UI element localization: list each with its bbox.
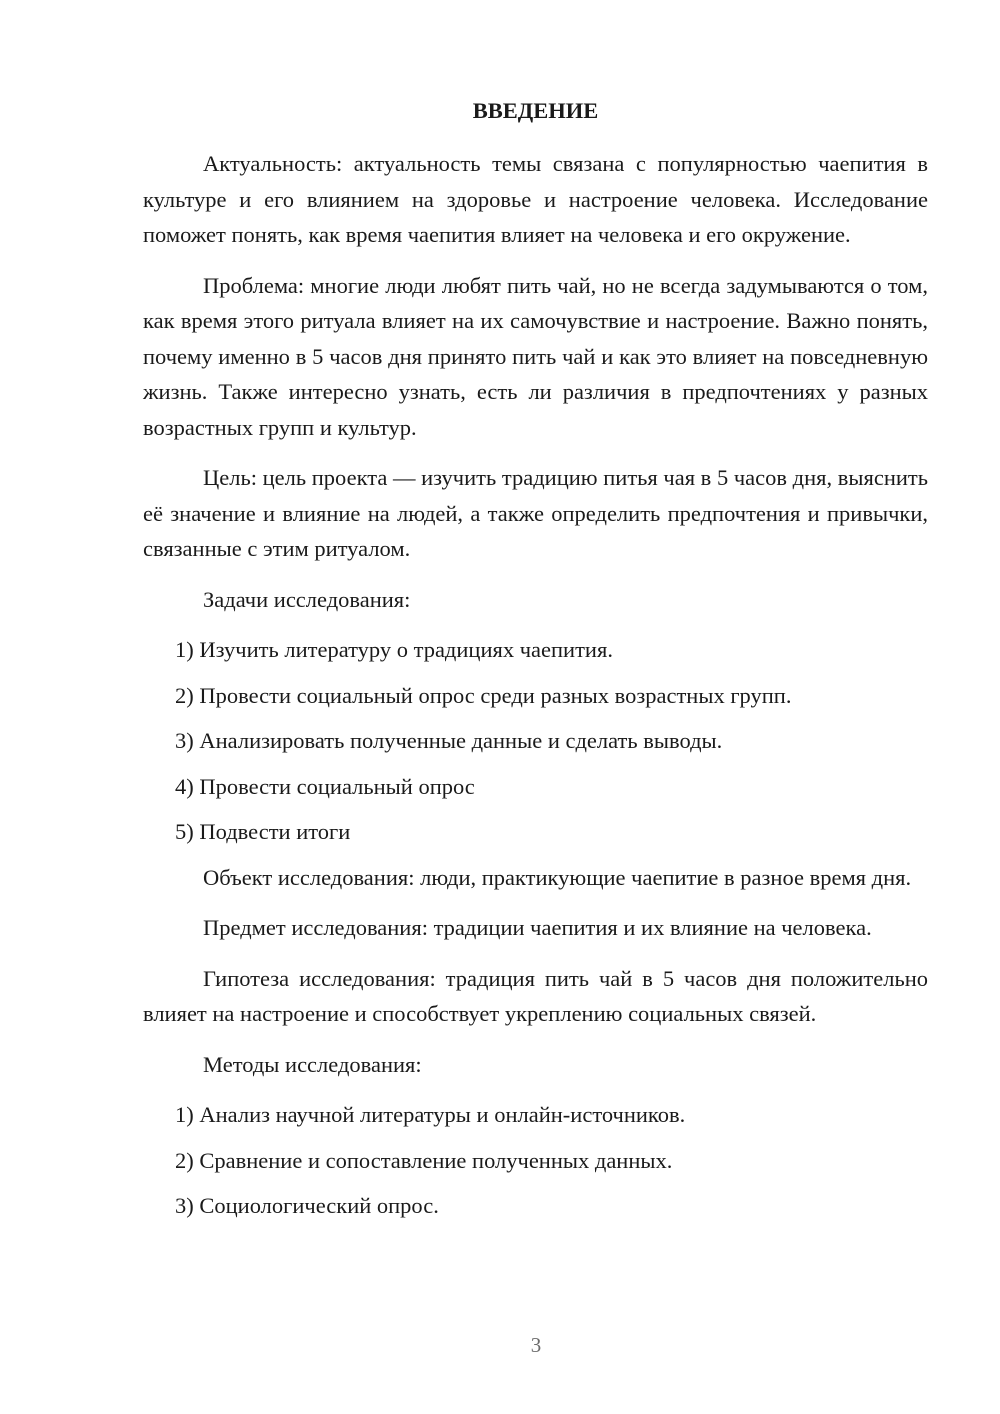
task-item: 2) Провести социальный опрос среди разных возрастных групп. <box>175 682 792 708</box>
task-item: 3) Анализировать полученные данные и сделать выводы. <box>175 728 723 753</box>
tasks-label: Задачи исследования: <box>203 586 411 612</box>
page-number: 3 <box>530 1333 542 1357</box>
task-item: 1) Изучить литературу о традициях чаепития. <box>175 637 613 662</box>
methods-list <box>143 1097 928 1224</box>
method-item: 1) Анализ научной литературы и онлайн-источников. <box>175 1102 686 1127</box>
subject-paragraph: Предмет исследования: традиции чаепития и их влияние на человека. <box>203 915 872 940</box>
hypothesis-paragraph: Гипотеза исследования: традиция пить чай в 5 часов дня положительно влияет на настроение и способствует укреплению социальных связей. <box>143 965 928 1026</box>
object-paragraph: Объект исследования: люди, практикующие чаепитие в разное время дня. <box>203 864 912 890</box>
page-title: ВВЕДЕНИЕ <box>472 98 599 123</box>
task-item: 4) Провести социальный опрос <box>175 773 475 799</box>
document-page <box>143 92 928 1234</box>
task-item: 5) Подвести итоги <box>175 819 351 844</box>
method-item: 3) Социологический опрос. <box>175 1193 439 1218</box>
method-item: 2) Сравнение и сопоставление полученных данных. <box>175 1147 673 1173</box>
tasks-list <box>143 632 928 850</box>
problem-paragraph: Проблема: многие люди любят пить чай, но не всегда задумываются о том, как время этого ритуала влияет на их самочувствие и настроение. Важно понять, почему именно в 5 часов дня принято пить чай и как это влияет на повседневную жизнь. Также интересно узнать, есть ли различия в предпочтениях у разных возрастных групп и культур. <box>143 272 928 440</box>
methods-label: Методы исследования: <box>203 1051 422 1077</box>
relevance-paragraph: Актуальность: актуальность темы связана с популярностью чаепития в культуре и его влиянием на здоровье и настроение человека. Исследование поможет понять, как время чаепития влияет на человека и его окружение. <box>143 151 928 247</box>
goal-paragraph: Цель: цель проекта — изучить традицию питья чая в 5 часов дня, выяснить её значение и влияние на людей, а также определить предпочтения и привычки, связанные с этим ритуалом. <box>143 465 928 561</box>
